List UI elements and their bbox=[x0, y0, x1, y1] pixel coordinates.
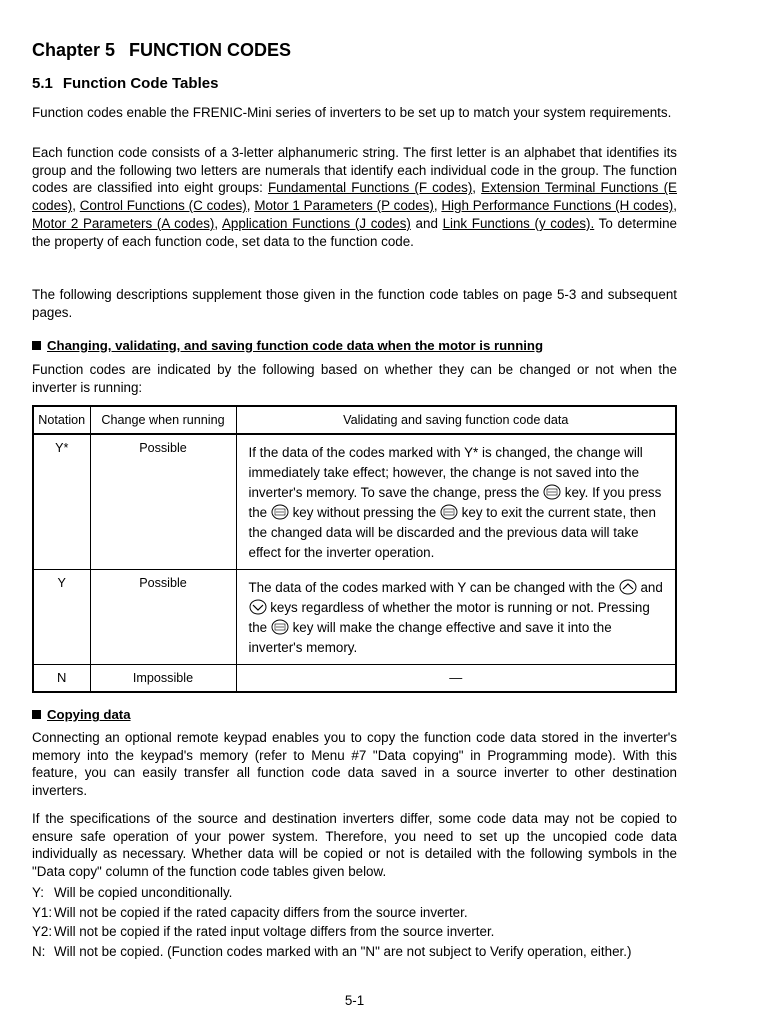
header-validating: Validating and saving function code data bbox=[236, 406, 676, 434]
link-e-codes[interactable]: Extension Terminal Functions (E codes) bbox=[32, 180, 677, 214]
copying-paragraph-2: If the specifications of the source and destination inverters differ, some code data may not be copied to ensure safe operation of your power system. Therefore, you need to set up the uncopied code data individually as necessary. Whether data will be copied or not is detailed with the following symbols in the "Data copy" column of the function code tables given below. bbox=[32, 811, 677, 880]
table-row bbox=[33, 434, 676, 570]
link-f-codes[interactable]: Fundamental Functions (F codes) bbox=[267, 180, 473, 196]
list-item: Y2: Will not be copied if the rated input voltage differs from the source inverter. bbox=[32, 924, 495, 940]
intro-paragraph-1: Function codes enable the FRENIC-Mini series of inverters to be set up to match your system requirements. bbox=[32, 105, 672, 120]
running-heading-text: Changing, validating, and saving function code data when the motor is running bbox=[47, 338, 544, 353]
up-arrow-key-icon bbox=[619, 579, 637, 595]
header-notation: Notation bbox=[33, 406, 90, 434]
link-y-codes[interactable]: Link Functions (y codes). bbox=[442, 215, 595, 231]
link-p-codes[interactable]: Motor 1 Parameters (P codes) bbox=[254, 198, 434, 214]
page-number: 5-1 bbox=[344, 993, 365, 1008]
section-number: 5.1 bbox=[32, 75, 53, 92]
link-a-codes[interactable]: Motor 2 Parameters (A codes) bbox=[32, 215, 215, 231]
link-j-codes[interactable]: Application Functions (J codes) bbox=[222, 215, 411, 231]
description-cell: If the data of the codes marked with Y* is changed, the change will immediately take effect; however, the change is not saved into the inverter's memory. To save the change, press the key. If you press the key without pressing the key to exit the current state, then the changed data will be discarded and the previous data will take effect for the inverter operation. bbox=[236, 434, 676, 570]
header-change: Change when running bbox=[90, 406, 236, 434]
bullet-square-icon bbox=[32, 341, 41, 350]
section-heading bbox=[32, 75, 218, 92]
list-item: N: Will not be copied. (Function codes marked with an "N" are not subject to Verify operation, either.) bbox=[32, 943, 632, 959]
section-title: Function Code Tables bbox=[62, 75, 219, 92]
chapter-label: Chapter 5 bbox=[32, 40, 116, 60]
bullet-square-icon bbox=[32, 710, 41, 719]
change-cell: Possible bbox=[90, 434, 236, 570]
link-h-codes[interactable]: High Performance Functions (H codes) bbox=[441, 198, 674, 214]
copying-paragraph-1: Connecting an optional remote keypad enables you to copy the function code data stored in the inverter's memory into the keypad's memory (refer to Menu #7 "Data copying" in Programming mode). With this feature, you can easily transfer all function code data saved in a source inverter to other destination inverters. bbox=[32, 730, 677, 799]
prg-reset-key-icon bbox=[271, 504, 289, 520]
notation-cell: Y bbox=[33, 570, 90, 665]
description-cell: — bbox=[236, 665, 676, 692]
list-item: Y: Will be copied unconditionally. bbox=[32, 885, 233, 900]
copying-heading bbox=[32, 707, 131, 722]
description-cell: The data of the codes marked with Y can be changed with the and keys regardless of whether the motor is running or not. Pressing the key will make the change effective and save it into the inverter's memory. bbox=[236, 570, 676, 665]
down-arrow-key-icon bbox=[249, 599, 267, 615]
function-code-table bbox=[32, 405, 677, 693]
running-paragraph: Function codes are indicated by the following based on whether they can be changed or not when the inverter is running: bbox=[32, 362, 677, 395]
chapter-heading bbox=[32, 40, 291, 61]
notation-cell: N bbox=[33, 665, 90, 692]
table-row bbox=[33, 665, 676, 692]
notation-cell: Y* bbox=[33, 434, 90, 570]
table-row bbox=[33, 570, 676, 665]
chapter-title: FUNCTION CODES bbox=[129, 40, 292, 60]
intro-text: Each function code consists of a 3-letter alphanumeric string. The first letter is an alphabet that identifies its group and the following two letters are numerals that identify each individual code in the group. The function codes are classified into eight groups: bbox=[32, 145, 677, 196]
link-c-codes[interactable]: Control Functions (C codes) bbox=[79, 198, 247, 214]
intro-paragraph-3: The following descriptions supplement those given in the function code tables on page 5-3 and subsequent pages. bbox=[32, 287, 677, 320]
intro-paragraph-2: Each function code consists of a 3-letter alphanumeric string. The first letter is an alphabet that identifies its group and the following two letters are numerals that identify each individual code in the group. The function codes are classified into eight groups: Fundamental Functions (F codes), Extension Terminal Functions (E codes), Control Functions (C codes), Motor 1 Parameters (P codes), High Performance Functions (H codes), Motor 2 Parameters (A codes), Application Functions (J codes) and Link Functions (y codes). To determine the property of each function code, set data to the function code. bbox=[32, 145, 677, 249]
copying-heading-text: Copying data bbox=[47, 707, 131, 722]
running-heading bbox=[32, 338, 543, 353]
data-copy-symbols-list bbox=[32, 883, 677, 961]
func-data-key-icon bbox=[543, 484, 561, 500]
change-cell: Possible bbox=[90, 570, 236, 665]
change-cell: Impossible bbox=[90, 665, 236, 692]
func-data-key-icon bbox=[440, 504, 458, 520]
table-header-row bbox=[33, 406, 676, 434]
func-data-key-icon bbox=[271, 619, 289, 635]
list-item: Y1: Will not be copied if the rated capacity differs from the source inverter. bbox=[32, 904, 468, 920]
